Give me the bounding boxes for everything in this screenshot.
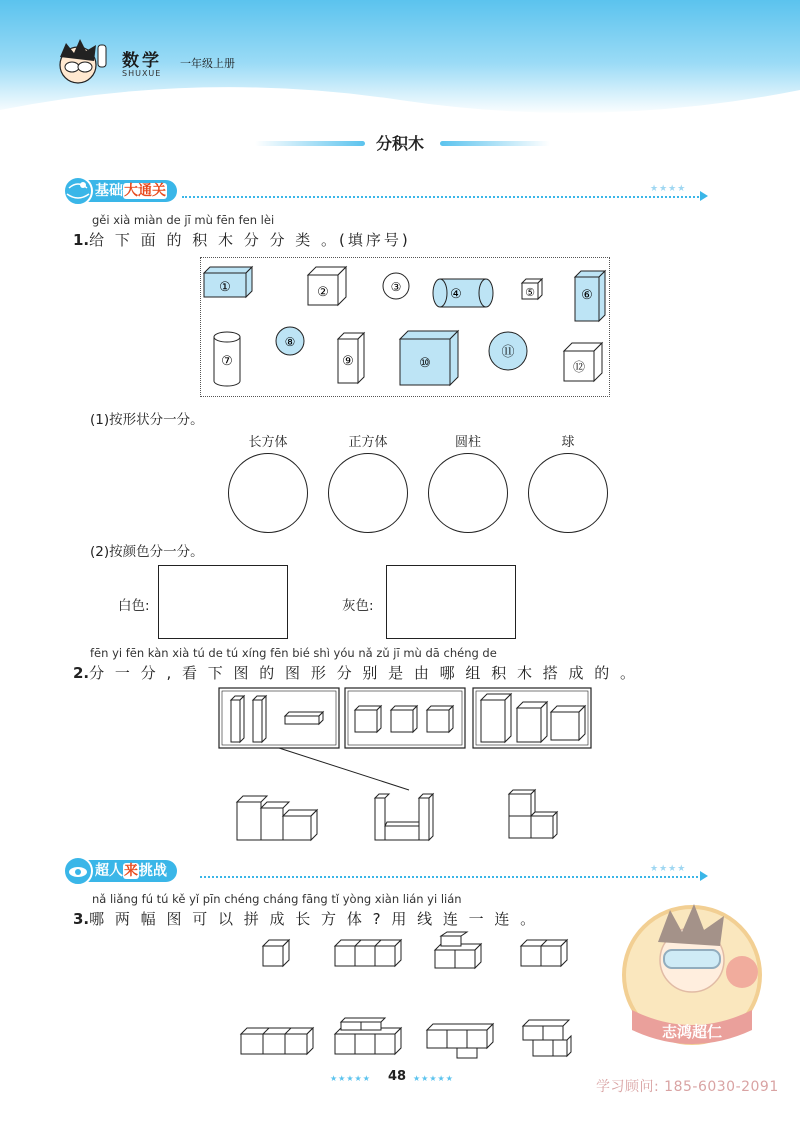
block-2 [308, 267, 346, 305]
block-7-label: ⑦ [221, 354, 233, 369]
globe-icon [61, 174, 95, 208]
subject-pinyin: SHUXUE [122, 69, 162, 78]
section-badge-challenge [65, 860, 177, 882]
footer-stars-left: ★★★★★ [330, 1074, 371, 1083]
q3-top-4 [521, 940, 567, 966]
q2-example-line [279, 748, 409, 790]
block-4 [433, 279, 493, 307]
q2-number: 2. [73, 664, 90, 682]
answer-circle-ball[interactable] [528, 453, 608, 533]
block-9 [338, 333, 364, 383]
block-3-label: ③ [390, 280, 402, 294]
answer-circle-cube[interactable] [328, 453, 408, 533]
q3-prompt: 哪 两 幅 图 可 以 拼 成 长 方 体 ? 用 线 连 一 连 。 [89, 910, 539, 928]
q2-text [73, 662, 638, 683]
q3-top-3 [435, 932, 481, 968]
block-11 [489, 332, 527, 370]
block-6 [575, 271, 605, 321]
q3-bottom-1 [241, 1028, 313, 1054]
answer-circle-cylinder[interactable] [428, 453, 508, 533]
block-10 [400, 331, 458, 385]
rocket-icon [61, 854, 95, 888]
section-stars: ★★★★ [650, 184, 687, 194]
section-divider [182, 196, 702, 198]
q1-number: 1. [73, 231, 90, 249]
q3-drawing [235, 930, 575, 1065]
section-highlight: 大通关 [124, 183, 166, 199]
block-10-label: ⑩ [419, 356, 431, 371]
answer-box-white[interactable] [158, 565, 288, 639]
mascot-icon [50, 35, 120, 95]
section2-stars: ★★★★ [650, 864, 687, 874]
color-label-gray: 灰色: [342, 598, 374, 614]
q2-pinyin: fēn yi fēn kàn xià tú de tú xíng fēn bié shì yóu nǎ zǔ jī mù dā chéng de [90, 646, 497, 660]
mascot-badge-text: 志鸿超仁 [661, 1023, 723, 1041]
block-3 [383, 273, 409, 299]
block-2-label: ② [317, 285, 329, 300]
footer-stars-right: ★★★★★ [413, 1074, 454, 1083]
section2-divider [200, 876, 702, 878]
block-7 [214, 332, 240, 386]
answer-box-gray[interactable] [386, 565, 516, 639]
blocks-drawing [200, 257, 608, 395]
section2-highlight: 来 [124, 863, 138, 879]
shape-label-cube: 正方体 [348, 435, 388, 450]
block-1 [204, 267, 252, 297]
shape-label-cylinder: 圆柱 [454, 435, 481, 450]
section-prefix: 基础 [95, 183, 123, 199]
block-4-label: ④ [450, 287, 462, 302]
q3-text [73, 908, 538, 929]
q1-text [73, 229, 411, 250]
q3-top-2 [335, 940, 401, 966]
header-wave [0, 70, 800, 130]
block-12 [564, 343, 602, 381]
page-number: 48 [388, 1069, 407, 1084]
section2-prefix: 超人 [95, 863, 123, 879]
q3-pinyin: nǎ liǎng fú tú kě yǐ pīn chéng cháng fāng tǐ yòng xiàn lián yi lián [92, 892, 462, 906]
block-5-label: ⑤ [525, 286, 535, 299]
block-6-label: ⑥ [581, 288, 593, 303]
section-badge-basic [65, 180, 177, 202]
q2-drawing [215, 686, 595, 856]
q3-bottom-2 [335, 1018, 401, 1054]
q3-bottom-3 [427, 1024, 493, 1058]
mascot-watermark [612, 880, 772, 1070]
q1-part2-label: (2)按颜色分一分。 [90, 544, 204, 560]
arrow-icon [700, 191, 710, 201]
block-8-label: ⑧ [284, 335, 296, 349]
block-8 [276, 327, 304, 355]
grade-label: 一年级上册 [180, 57, 235, 70]
q1-part1-label: (1)按形状分一分。 [90, 412, 204, 428]
block-5 [522, 279, 542, 299]
subject-title: 数学 [122, 51, 162, 71]
shape-label-ball: 球 [561, 435, 575, 450]
block-12-label: ⑫ [572, 360, 586, 374]
contact-info: 学习顾问: 185-6030-2091 [596, 1079, 779, 1095]
block-1-label: ① [219, 280, 231, 295]
section2-suffix: 挑战 [139, 863, 167, 879]
block-11-label: ⑪ [501, 345, 515, 360]
block-9-label: ⑨ [342, 354, 354, 369]
q3-bottom-4 [523, 1020, 571, 1056]
color-label-white: 白色: [118, 598, 150, 614]
q3-number: 3. [73, 910, 90, 928]
answer-circle-cuboid[interactable] [228, 453, 308, 533]
q1-pinyin: gěi xià miàn de jī mù fēn fen lèi [92, 213, 275, 227]
q2-prompt: 分 一 分 , 看 下 图 的 图 形 分 别 是 由 哪 组 积 木 搭 成 的 。 [89, 664, 639, 682]
page-title: 分积木 [375, 134, 424, 153]
q1-prompt: 给 下 面 的 积 木 分 分 类 。(填序号) [89, 231, 411, 249]
shape-label-cuboid: 长方体 [248, 435, 288, 450]
q3-top-1 [263, 940, 289, 966]
